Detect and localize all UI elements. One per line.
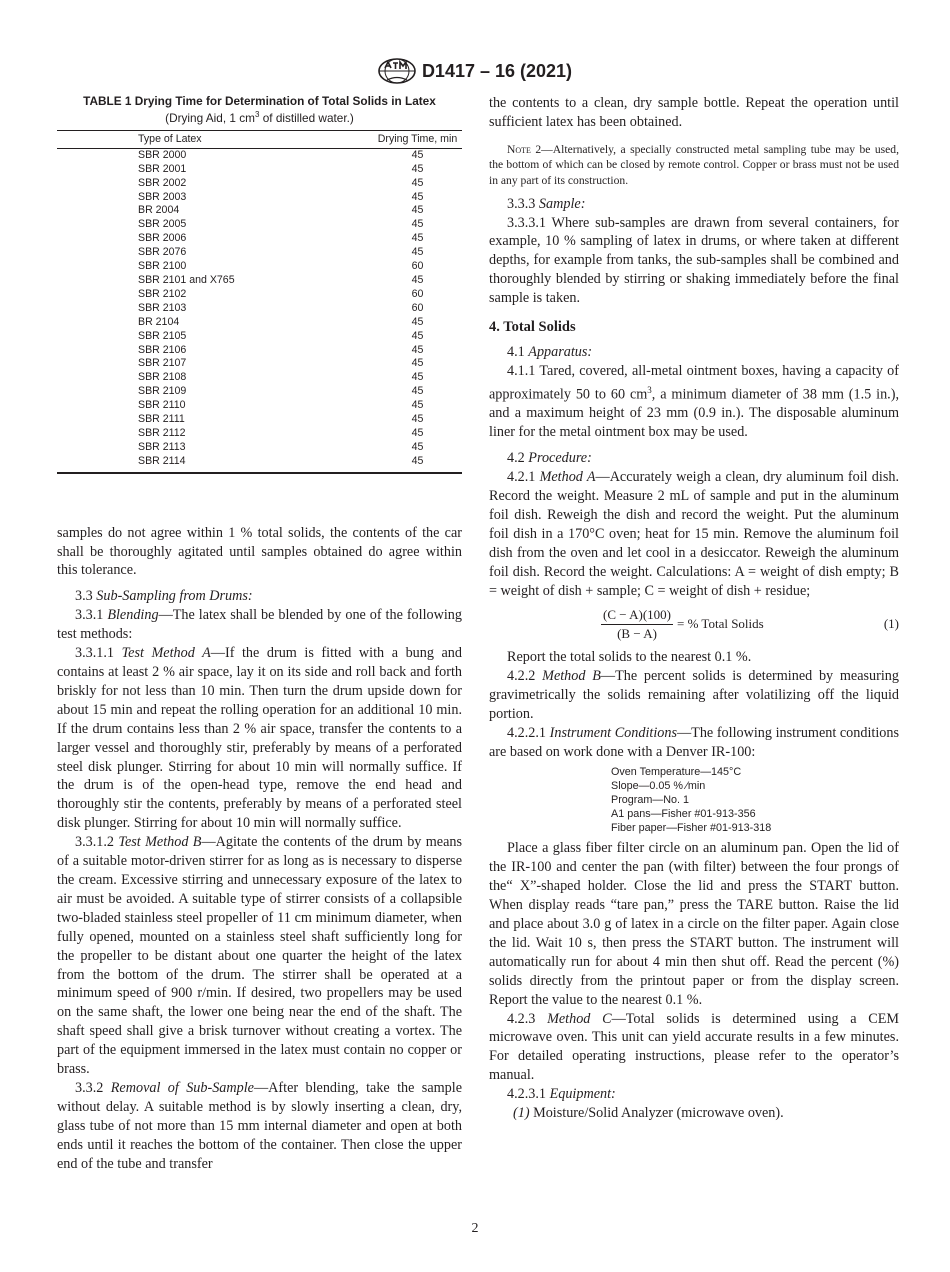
condition-item: A1 pans—Fisher #01-913-356	[611, 807, 756, 820]
table-row	[57, 177, 462, 191]
table-row	[57, 232, 462, 246]
table-row	[57, 357, 462, 371]
latex-type-cell: SBR 2076	[138, 246, 187, 259]
table-body	[57, 148, 462, 472]
table-row	[57, 163, 462, 177]
equation-1	[489, 606, 899, 642]
note-2: Note 2—Alternatively, a specially constructed metal sampling tube may be used, the bottom of which can be closed by remote control. Copper or brass must not be used in any part of its construction.	[489, 142, 899, 187]
latex-type-cell: SBR 2105	[138, 329, 187, 342]
drying-time-cell: 45	[411, 426, 424, 439]
drying-time-cell: 45	[411, 273, 424, 286]
table-row	[57, 204, 462, 218]
equation-rhs: = % Total Solids	[677, 616, 764, 631]
drying-time-cell: 45	[411, 357, 424, 370]
table-1-title: TABLE 1 Drying Time for Determination of Total Solids in Latex	[83, 94, 436, 108]
table-row	[57, 385, 462, 399]
table-row	[57, 260, 462, 274]
document-designation: D1417 – 16 (2021)	[421, 60, 573, 81]
table-row	[57, 148, 462, 162]
latex-type-cell: BR 2004	[138, 204, 180, 217]
latex-type-cell: SBR 2006	[138, 232, 187, 245]
section-3-3-3-1: 3.3.3.1 Where sub-samples are drawn from several containers, for example, 10 % sampling of latex in drums, or where taken at different depths, for example from tanks, the sub-samples shall be combined and thoroughly blended by stirring or shaking immediately before the final sample is taken.	[489, 214, 899, 307]
instrument-conditions-list	[611, 766, 899, 836]
latex-type-cell: SBR 2005	[138, 218, 187, 231]
drying-time-cell: 60	[411, 301, 424, 314]
latex-type-cell: SBR 2003	[138, 190, 187, 203]
right-column	[489, 94, 899, 1123]
table-row	[57, 274, 462, 288]
latex-type-cell: SBR 2110	[138, 399, 186, 412]
table-row	[57, 344, 462, 358]
latex-type-cell: SBR 2000	[138, 148, 187, 161]
procedure-paragraph: Place a glass fiber filter circle on an aluminum pan. Open the lid of the IR-100 and center the pan (with filter) between the four prongs of the“ X”-shaped holder. Close the lid and press the START button. When display reads “tare pan,” press the TARE button. Raise the lid and place about 3.0 g of latex in a circle on the filter paper. Again close the lid. Wait 10 s, then press the START button. The instrument will automatically run for about 4 min then shut off. Read the percent (%) solids directly from the printout paper or from the display screen. Report the value to the nearest 0.1 %.	[489, 840, 899, 1008]
latex-type-cell: BR 2104	[138, 315, 180, 328]
drying-time-cell: 45	[411, 440, 424, 453]
latex-type-cell: SBR 2103	[138, 301, 187, 314]
section-3-3-1: 3.3.1 Blending—The latex shall be blended by one of the following test methods:	[57, 607, 462, 643]
drying-time-cell: 45	[411, 148, 424, 161]
table-row	[57, 218, 462, 232]
section-3-3-1-2: 3.3.1.2 Test Method B—Agitate the contents of the drum by means of a suitable motor-driven stirrer for as long as is necessary to disperse the cream. Excessive stirring and unnecessary exposure of the latex to air must be avoided. A suitable type of stirrer consists of a collapsible two-bladed stainless steel propeller of 11 cm minimum diameter, when fully opened, mounted on a stainless steel shaft sufficiently long for the propeller to be distant about one quarter the height of the latex from the bottom of the drum. The stirrer shall be operated at a minimum speed of 900 r/min. If desired, two propellers may be used on the same shaft, the lower one being near the end of the shaft. The shaft speed shall give a brisk turnover without creating a vortex. The part of the equipment immersed in the latex must contain no copper or brass.	[57, 834, 462, 1078]
drying-time-cell: 45	[411, 399, 424, 412]
section-4-2-2-1: 4.2.2.1 Instrument Conditions—The following instrument conditions are based on work done with a Denver IR-100:	[489, 725, 899, 760]
drying-time-cell: 45	[411, 190, 424, 203]
section-4-1: 4.1 Apparatus:	[507, 343, 593, 360]
table-row	[57, 413, 462, 427]
paragraph-continuation-right: the contents to a clean, dry sample bottle. Repeat the operation until sufficient latex has been obtained.	[489, 95, 899, 130]
section-4-1-1: 4.1.1 Tared, covered, all-metal ointment boxes, having a capacity of approximately 50 to 60 $cm^3$, a minimum diameter of 38 mm (1.5 in.), and a maximum height of 23 mm (0.9 in.). The disposable aluminum liner for the metal ointment box may be used.	[489, 362, 899, 441]
astm-logo-icon	[378, 58, 416, 84]
table-row	[57, 455, 462, 473]
table-row	[57, 288, 462, 302]
drying-time-cell: 60	[411, 287, 424, 300]
section-3-3: 3.3 Sub-Sampling from Drums:	[75, 588, 253, 605]
column-header-time: Drying Time, min	[373, 130, 462, 148]
condition-item: Oven Temperature—145°C	[611, 765, 742, 778]
drying-time-cell: 45	[411, 204, 424, 217]
equation-number: (1)	[883, 616, 899, 631]
latex-type-cell: SBR 2114	[57, 455, 373, 473]
equation-numerator: (C − A)(100)	[601, 606, 673, 625]
table-row	[57, 316, 462, 330]
section-3-3-3: 3.3.3 Sample:	[507, 195, 586, 212]
table-header-row	[57, 130, 462, 148]
page-header	[0, 58, 950, 84]
latex-type-cell: SBR 2112	[138, 426, 186, 439]
drying-time-table	[57, 130, 462, 474]
section-3-3-2: 3.3.2 Removal of Sub-Sample—After blending, take the sample without delay. A suitable method is by slowly inserting a clean, dry, glass tube of not more than 15 mm internal diameter and open at both ends until it reaches the bottom of the container. Then close the upper end of the tube and transfer	[57, 1079, 462, 1172]
drying-time-cell: 45	[411, 343, 424, 356]
section-4-2: 4.2 Procedure:	[507, 450, 592, 467]
drying-time-cell: 45	[411, 413, 424, 426]
equipment-item-1: (1) Moisture/Solid Analyzer (microwave oven).	[513, 1105, 784, 1122]
drying-time-cell: 45	[411, 315, 424, 328]
section-4-heading: 4. Total Solids	[489, 319, 576, 336]
page-number: 2	[471, 1221, 479, 1236]
table-row	[57, 427, 462, 441]
drying-time-cell: 45	[411, 371, 424, 384]
latex-type-cell: SBR 2002	[138, 176, 187, 189]
drying-time-cell: 45	[411, 218, 424, 231]
column-header-type: Type of Latex	[57, 130, 373, 148]
paragraph-continuation: samples do not agree within 1 % total solids, the contents of the car shall be thoroughly agitated until samples obtained do agree within this tolerance.	[57, 524, 462, 579]
section-4-2-1: 4.2.1 Method A—Accurately weigh a clean, dry aluminum foil dish. Record the weight. Measure 2 mL of sample and put in the aluminum foil dish. Reweigh the dish and record the weight. Put the aluminum foil dish in a 170°C oven; heat for 15 min. Remove the aluminum foil dish from the oven and let cool in a desiccator. Reweigh the aluminum foil dish. Record the weight. Calculations: A = weight of dish empty; B = weight of dish + sample; C = weight of dish + residue;	[489, 469, 899, 599]
table-row	[57, 441, 462, 455]
latex-type-cell: SBR 2001	[138, 162, 187, 175]
latex-type-cell: SBR 2100	[138, 260, 187, 273]
table-row	[57, 302, 462, 316]
drying-time-cell: 60	[411, 260, 424, 273]
table-1-caption	[57, 94, 462, 126]
equation-denominator: (B − A)	[617, 626, 657, 642]
section-4-2-3: 4.2.3 Method C—Total solids is determined using a CEM microwave oven. This unit can yield accurate results in a few minutes. For detailed operating instructions, please refer to the operator’s manual.	[489, 1010, 899, 1084]
drying-time-cell: 45	[411, 246, 424, 259]
section-4-2-2: 4.2.2 Method B—The percent solids is determined by measuring gravimetrically the solids remaining after volatilizing off the liquid portion.	[489, 668, 899, 723]
report-statement: Report the total solids to the nearest 0.1 %.	[507, 649, 752, 666]
drying-time-cell: 45	[411, 385, 424, 398]
table-row	[57, 371, 462, 385]
table-row	[57, 246, 462, 260]
latex-type-cell: SBR 2106	[138, 343, 187, 356]
latex-type-cell: SBR 2109	[138, 385, 187, 398]
drying-time-cell: 45	[411, 176, 424, 189]
section-4-2-3-1: 4.2.3.1 Equipment:	[507, 1086, 616, 1103]
latex-type-cell: SBR 2101 and X765	[138, 273, 235, 286]
latex-type-cell: SBR 2108	[138, 371, 187, 384]
section-3-3-1-1: 3.3.1.1 Test Method A—If the drum is fitted with a bung and contains at least 2 % air space, lay it on its side and roll back and forth briskly for not less than 10 min. Then turn the drum upside down for about 15 min and repeat the rolling operation for an additional 10 min. If the drum contains less than 2 % air space, transfer the contents to a larger vessel and thoroughly stir, preferably by means of a perforated steel disk plunger. Stirring for about 10 min will normally suffice. If the drum is of the open-head type, remove the end head and thoroughly stir the contents, preferably by means of a perforated steel disk plunger. Stirring for about 10 min will normally suffice.	[57, 645, 462, 832]
drying-time-cell: 45	[373, 455, 462, 473]
table-row	[57, 399, 462, 413]
latex-type-cell: SBR 2113	[138, 440, 186, 453]
drying-time-cell: 45	[411, 162, 424, 175]
equation-fraction	[601, 606, 673, 642]
latex-type-cell: SBR 2111	[138, 413, 185, 426]
table-row	[57, 191, 462, 205]
condition-item: Slope—0.05 % ⁄min	[611, 779, 706, 792]
latex-type-cell: SBR 2102	[138, 287, 187, 300]
table-row	[57, 330, 462, 344]
left-column	[57, 94, 462, 1173]
condition-item: Fiber paper—Fisher #01-913-318	[611, 821, 772, 834]
drying-time-cell: 45	[411, 329, 424, 342]
condition-item: Program—No. 1	[611, 793, 690, 806]
latex-type-cell: SBR 2107	[138, 357, 187, 370]
table-1-subtitle: (Drying Aid, 1 $cm^3$ of distilled water.)	[165, 110, 354, 126]
drying-time-cell: 45	[411, 232, 424, 245]
